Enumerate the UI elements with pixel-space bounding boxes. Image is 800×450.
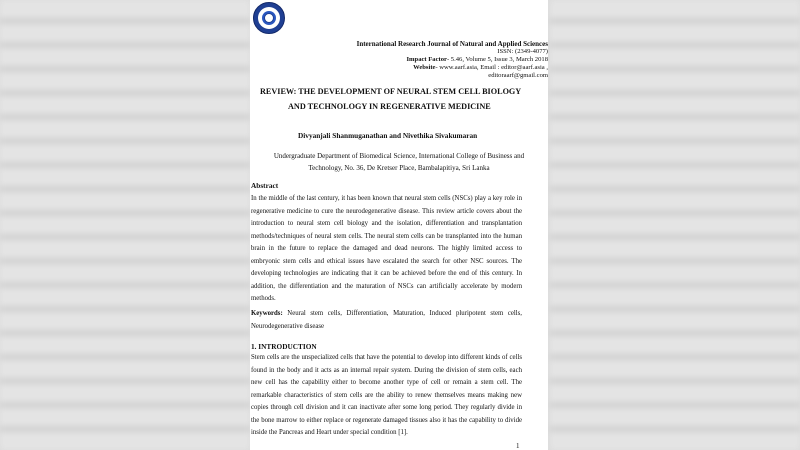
blurred-background-left [0, 0, 250, 450]
keywords [251, 308, 522, 333]
journal-issn: ISSN: (2349-4077) [497, 48, 548, 55]
abstract-heading: Abstract [251, 181, 279, 190]
journal-logo-icon [253, 2, 285, 34]
affiliation-line-2: Technology, No. 36, De Kretser Place, Bambalapitiya, Sri Lanka [308, 164, 490, 172]
journal-impact-line: Impact Factor- 5.46, Volume 5, Issue 3, March 2018 [406, 56, 548, 63]
journal-website-line: Website- www.aarf.asia, Email : editor@aarf.asia , [413, 64, 548, 71]
paper-title-line-2: AND TECHNOLOGY IN REGENERATIVE MEDICINE [288, 102, 491, 111]
blurred-background-right [550, 0, 800, 450]
paper-title-line-1: REVIEW: THE DEVELOPMENT OF NEURAL STEM CELL BIOLOGY [260, 87, 522, 96]
paper-authors: Divyanjali Shanmuganathan and Nivethika Sivakumaran [298, 131, 478, 140]
journal-name: International Research Journal of Natural and Applied Sciences [356, 40, 548, 48]
keywords-text: Neural stem cells, Differentiation, Maturation, Induced pluripotent stem cells, Neurodegenerative disease [251, 310, 522, 330]
introduction-text: Stem cells are the unspecialized cells that have the potential to develop into different kinds of cells found in the body and it acts as an internal repair system. During the division of stem cells, each new cell has the capability either to become another type of cell or remain a stem cell. The remarkable characteristics of stem cells are the ability to renew themselves means making new copies through cell division and it can inactivate after some long period. They regularly divide in the bone marrow to either replace or regenerate damaged tissues also it has the capability to divide inside the Pancreas and Heart under special condition [1]. [251, 354, 522, 436]
abstract-text: In the middle of the last century, it has been known that neural stem cells (NSCs) play a key role in regenerative medicine to cure the neurodegenerative disease. This review article covers about the introduction to neural stem cell biology and the isolation, differentiation and transplantation methods/techniques of neural stem cells. The neural stem cells can be transplanted into the human brain in the future to replace the damaged and dead neurons. The highly limited access to embryonic stem cells and ethical issues have escalated the search for other NSC sources. The developing technologies are indicating that it can be achieved before the end of this century. In addition, the differentiation and the maturation of NSCs can artificially accelerate by modern methods. [251, 195, 522, 302]
keywords-label: Keywords: [251, 310, 283, 317]
section-heading-introduction: 1. INTRODUCTION [251, 342, 317, 351]
affiliation-line-1: Undergraduate Department of Biomedical Science, International College of Business and [273, 152, 525, 160]
journal-email-line: editoraarf@gmail.com [488, 72, 548, 79]
document-page [250, 0, 548, 450]
page-number: 1 [516, 442, 520, 450]
